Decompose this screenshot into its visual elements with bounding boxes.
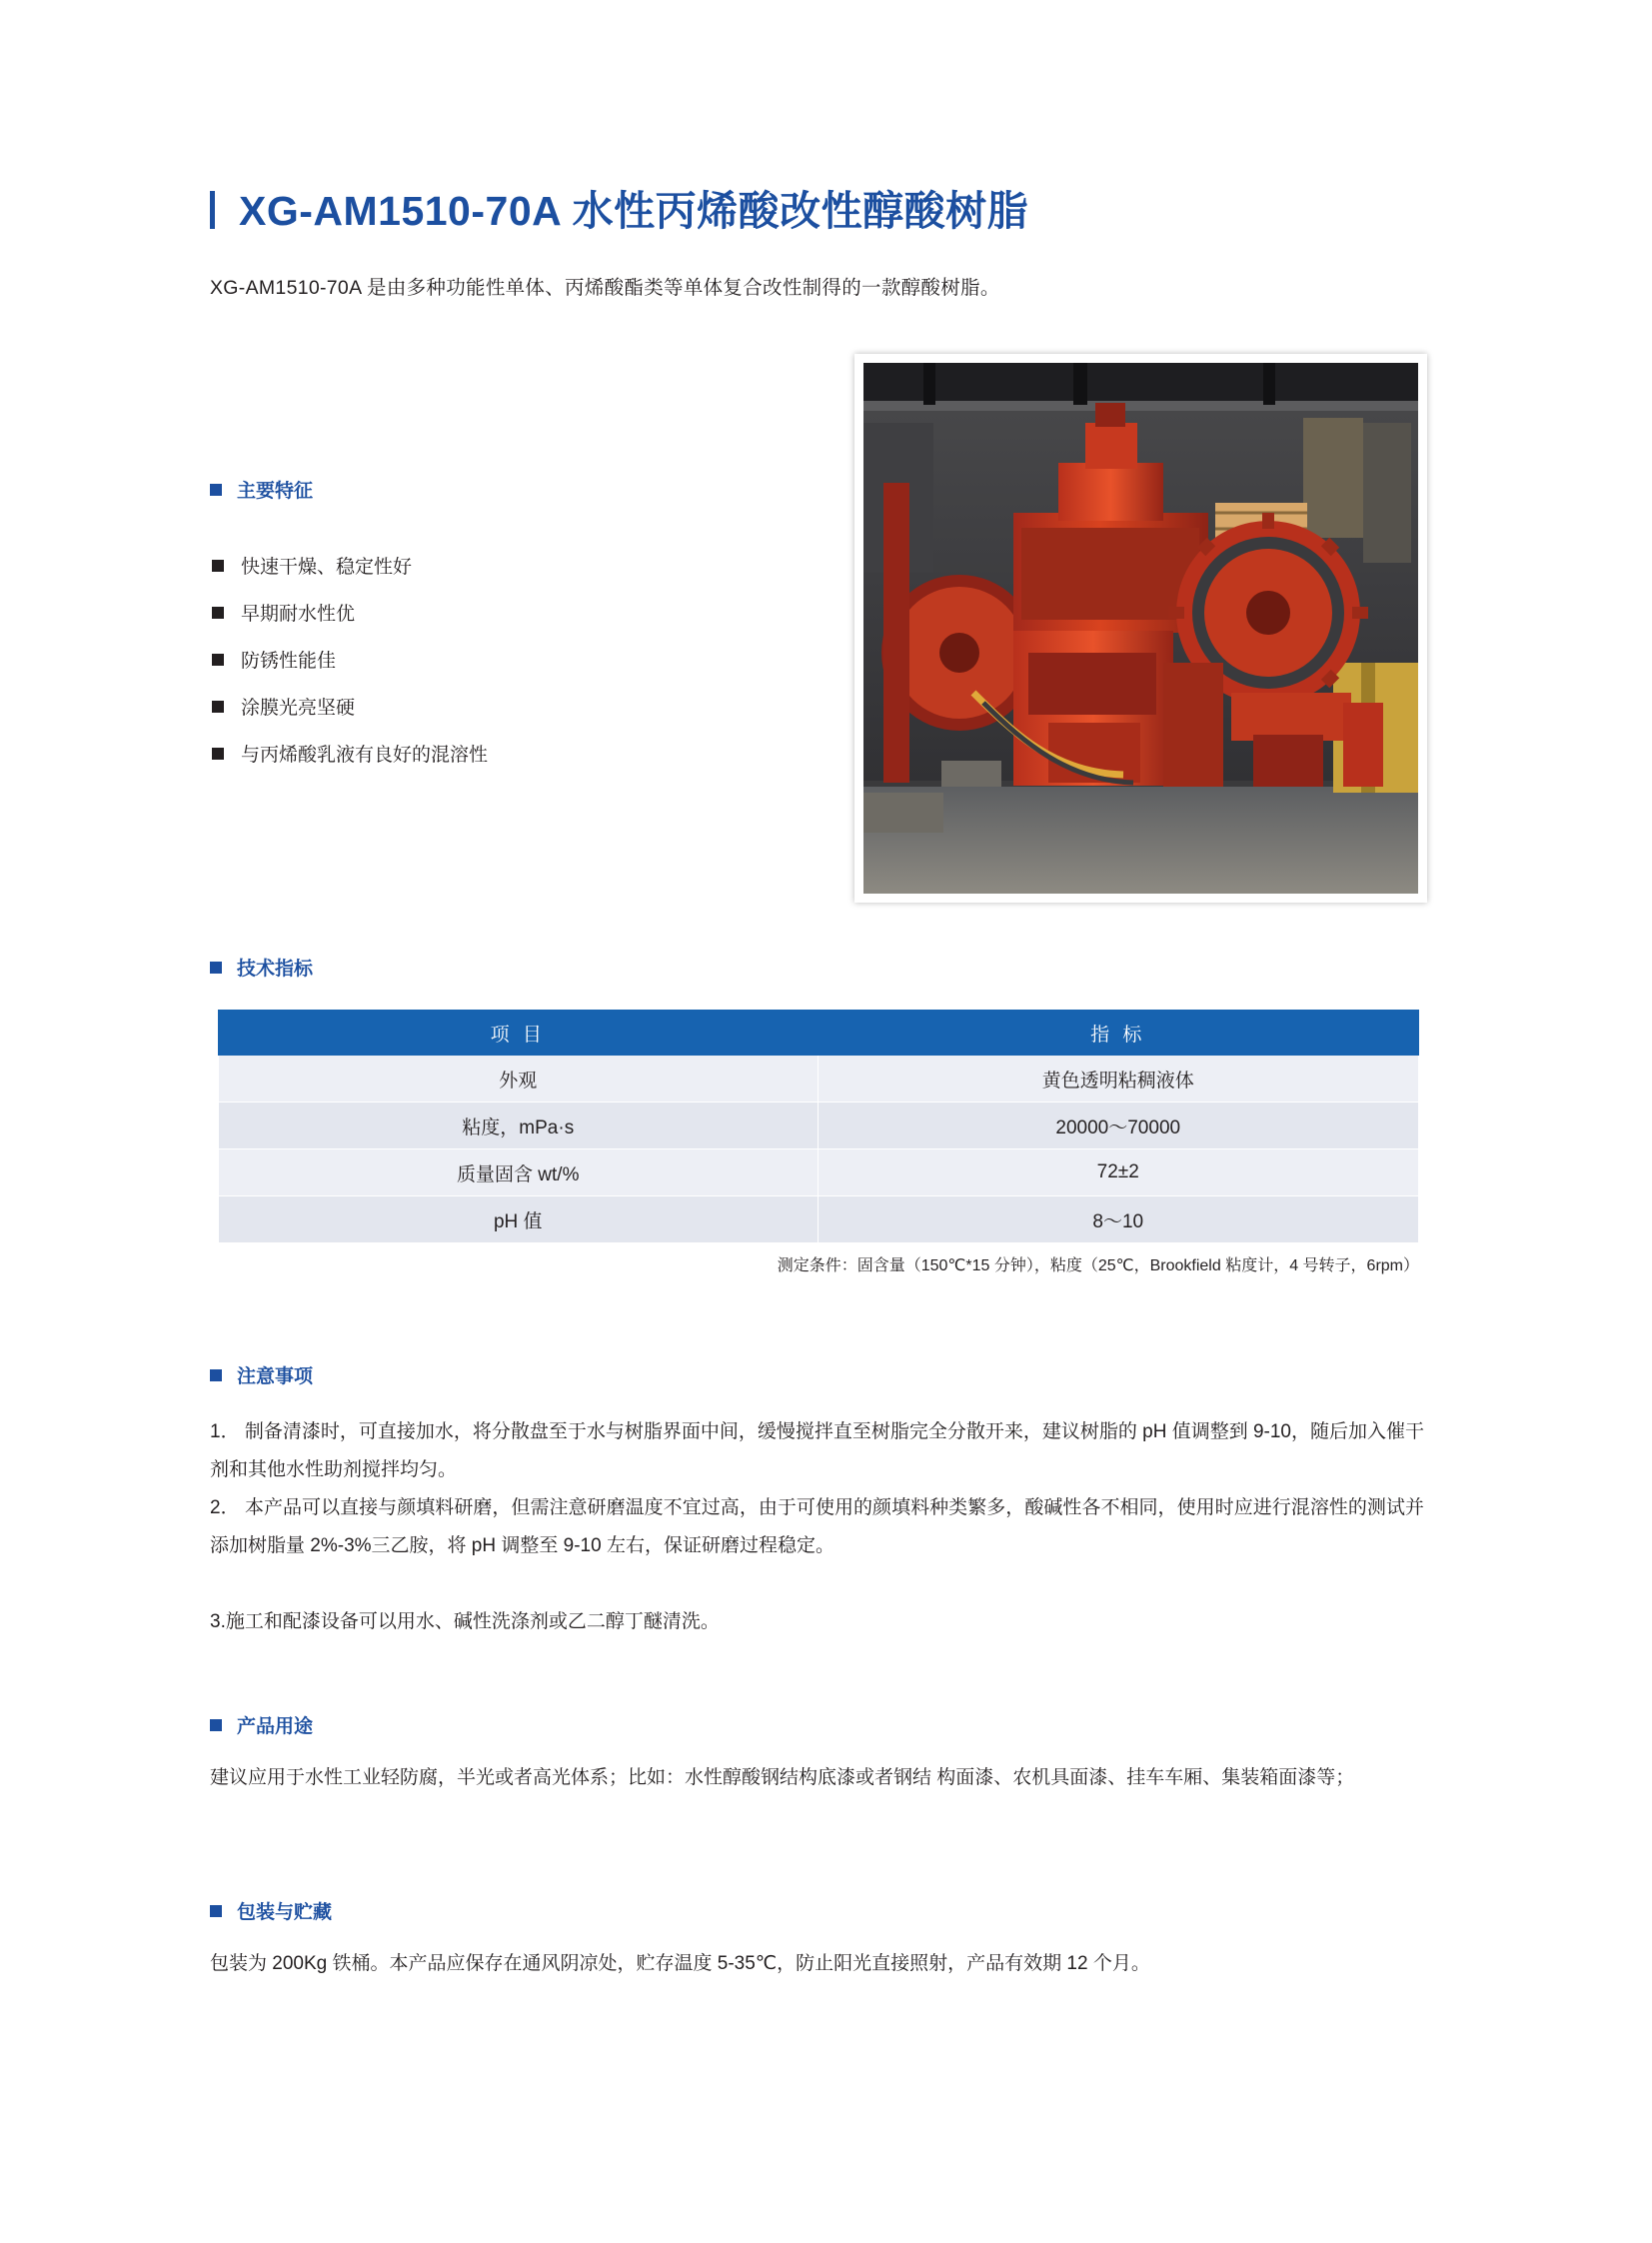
table-cell: 外观 xyxy=(219,1056,819,1103)
table-row xyxy=(219,1056,1419,1103)
page-title xyxy=(210,178,1028,237)
table-cell: 8～10 xyxy=(818,1196,1419,1243)
table-header-cell: 指 标 xyxy=(818,1011,1419,1056)
notes-paragraph-1: 1． 制备清漆时，可直接加水，将分散盘至于水与树脂界面中间，缓慢搅拌直至树脂完全分散开来，建议树脂的 pH 值调整到 9-10，随后加入催干剂和其他水性助剂搅拌均匀。 xyxy=(210,1421,1425,1480)
table-row xyxy=(219,1103,1419,1149)
section-heading-tech xyxy=(210,954,313,981)
section-heading-notes-label: 注意事项 xyxy=(237,1366,314,1387)
section-heading-features-label: 主要特征 xyxy=(237,481,314,502)
section-heading-usage-label: 产品用途 xyxy=(237,1716,314,1737)
tech-table xyxy=(218,1010,1419,1243)
table-cell: 20000～70000 xyxy=(818,1103,1419,1149)
bullet-square-icon xyxy=(210,1369,222,1381)
title-text: XG-AM1510-70A 水性丙烯酸改性醇酸树脂 xyxy=(239,188,1029,234)
section-heading-features xyxy=(210,476,313,503)
bullet-square-icon xyxy=(212,701,224,713)
list-item-label: 快速干燥、稳定性好 xyxy=(241,557,413,578)
bullet-square-icon xyxy=(210,962,222,974)
list-item xyxy=(212,552,488,579)
section-heading-usage xyxy=(210,1711,313,1738)
product-photo xyxy=(863,363,1418,894)
title-accent-bar xyxy=(210,191,215,229)
table-cell: pH 值 xyxy=(219,1196,819,1243)
usage-paragraph: 建议应用于水性工业轻防腐，半光或者高光体系；比如：水性醇酸钢结构底漆或者钢结 构面漆、农机具面漆、挂车车厢、集装箱面漆等； xyxy=(210,1767,1355,1788)
table-cell: 黄色透明粘稠液体 xyxy=(818,1056,1419,1103)
table-cell: 质量固含 wt/% xyxy=(219,1149,819,1196)
list-item-label: 与丙烯酸乳液有良好的混溶性 xyxy=(241,745,489,766)
subtitle-text: XG-AM1510-70A 是由多种功能性单体、丙烯酸酯类等单体复合改性制得的一款醇酸树脂。 xyxy=(210,277,1000,299)
product-photo-frame xyxy=(854,354,1427,903)
list-item xyxy=(212,599,488,626)
bullet-square-icon xyxy=(212,654,224,666)
table-row xyxy=(219,1149,1419,1196)
section-heading-notes xyxy=(210,1361,313,1388)
feature-list xyxy=(212,552,488,787)
table-row xyxy=(219,1196,1419,1243)
section-heading-packaging xyxy=(210,1897,332,1924)
list-item-label: 早期耐水性优 xyxy=(241,604,356,625)
list-item xyxy=(212,740,488,767)
table-cell: 72±2 xyxy=(818,1149,1419,1196)
notes-paragraph-3: 3.施工和配漆设备可以用水、碱性洗涤剂或乙二醇丁醚清洗。 xyxy=(210,1611,720,1632)
bullet-square-icon xyxy=(210,1905,222,1917)
machine-photo-illustration xyxy=(863,363,1418,894)
list-item-label: 涂膜光亮坚硬 xyxy=(241,698,356,719)
bullet-square-icon xyxy=(210,484,222,496)
table-note: 测定条件：固含量（150℃*15 分钟），粘度（25℃，Brookfield 粘度计，4 号转子，6rpm） xyxy=(777,1257,1419,1274)
table-header-row xyxy=(219,1011,1419,1056)
table-cell: 粘度，mPa·s xyxy=(219,1103,819,1149)
packaging-paragraph: 包装为 200Kg 铁桶。本产品应保存在通风阴凉处，贮存温度 5-35℃，防止阳光直接照射，产品有效期 12 个月。 xyxy=(210,1953,1150,1974)
list-item-label: 防锈性能佳 xyxy=(241,651,337,672)
bullet-square-icon xyxy=(212,607,224,619)
section-heading-packaging-label: 包装与贮藏 xyxy=(237,1902,333,1923)
list-item xyxy=(212,693,488,720)
bullet-square-icon xyxy=(210,1719,222,1731)
bullet-square-icon xyxy=(212,560,224,572)
table-header-cell: 项 目 xyxy=(219,1011,819,1056)
notes-paragraph-2: 2． 本产品可以直接与颜填料研磨，但需注意研磨温度不宜过高，由于可使用的颜填料种类繁多，酸碱性各不相同，使用时应进行混溶性的测试并添加树脂量 2%-3%三乙胺，将 pH 调整至 9-10 左右，保证研磨过程稳定。 xyxy=(210,1497,1424,1556)
bullet-square-icon xyxy=(212,748,224,760)
list-item xyxy=(212,646,488,673)
section-heading-tech-label: 技术指标 xyxy=(237,959,314,980)
